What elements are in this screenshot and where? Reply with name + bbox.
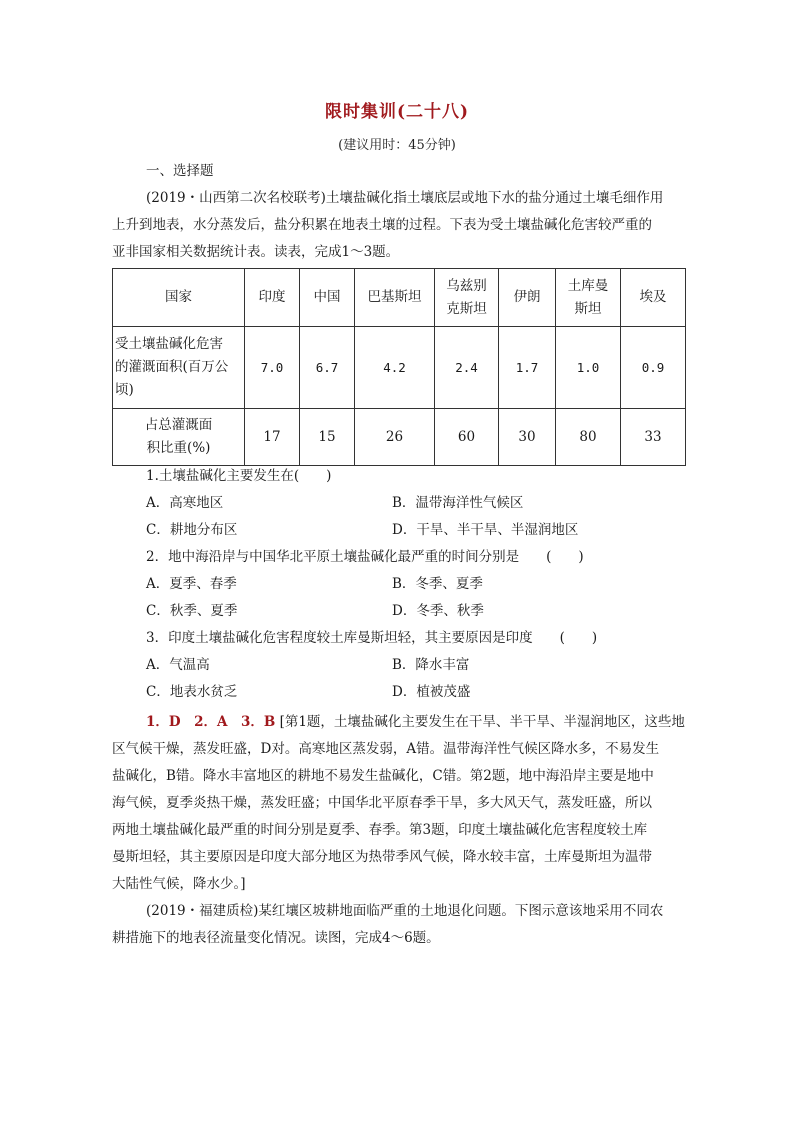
answer-line-7: 大陆性气候，降水少。] xyxy=(112,876,246,892)
section-heading: 一、选择题 xyxy=(146,163,214,179)
country-cell: 中国 xyxy=(300,269,355,327)
intro1-line-2: 上升到地表，水分蒸发后，盐分积累在地表土壤的过程。下表为受土壤盐碱化危害较严重的 xyxy=(112,217,652,233)
answer-line-5: 两地土壤盐碱化最严重的时间分别是夏季、春季。第3题，印度土壤盐碱化危害程度较土库 xyxy=(112,822,648,838)
question-3-stem: 3．印度土壤盐碱化危害程度较土库曼斯坦轻，其主要原因是印度 ( ) xyxy=(146,630,598,646)
question-2-option-d: D．冬季、秋季 xyxy=(392,603,484,619)
country-cell: 印度 xyxy=(245,269,300,327)
table-cell: 15 xyxy=(300,409,355,466)
question-3-option-b: B．降水丰富 xyxy=(392,657,470,673)
question-2-option-a: A．夏季、春季 xyxy=(146,576,237,592)
table-header-row xyxy=(113,269,686,327)
intro2-line-2: 耕措施下的地表径流量变化情况。读图，完成4～6题。 xyxy=(112,930,440,946)
table-cell: 1.0 xyxy=(556,327,621,409)
answer-line-1: [第1题，土壤盐碱化主要发生在干旱、半干旱、半湿润地区，这些地 xyxy=(279,714,685,730)
answer-line-4: 海气候，夏季炎热干燥，蒸发旺盛；中国华北平原春季干旱，多大风天气，蒸发旺盛，所以 xyxy=(112,795,652,811)
data-table xyxy=(112,268,686,466)
table-cell: 33 xyxy=(621,409,686,466)
table-cell: 2.4 xyxy=(435,327,499,409)
table-cell: 7.0 xyxy=(245,327,300,409)
table-cell: 4.2 xyxy=(355,327,435,409)
table-cell: 0.9 xyxy=(621,327,686,409)
answer-first-line xyxy=(146,712,685,732)
question-1-option-b: B．温带海洋性气候区 xyxy=(392,495,524,511)
row-label-affected-area: 受土壤盐碱化危害 的灌溉面积(百万公 顷) xyxy=(113,327,245,409)
country-cell: 埃及 xyxy=(621,269,686,327)
page-title: 限时集训(二十八) xyxy=(324,102,470,122)
question-3-option-d: D．植被茂盛 xyxy=(392,684,471,700)
table-row xyxy=(113,409,686,466)
table-cell: 30 xyxy=(499,409,556,466)
suggested-time: (建议用时：45分钟) xyxy=(338,138,456,153)
intro1-line-3: 亚非国家相关数据统计表。读表，完成1～3题。 xyxy=(112,244,400,260)
table-cell: 1.7 xyxy=(499,327,556,409)
table-cell: 80 xyxy=(556,409,621,466)
question-1-option-c: C．耕地分布区 xyxy=(146,522,238,538)
answer-key: 1．D 2．A 3．B xyxy=(146,714,276,730)
question-1-option-a: A．高寒地区 xyxy=(146,495,224,511)
answer-line-3: 盐碱化，B错。降水丰富地区的耕地不易发生盐碱化，C错。第2题，地中海沿岸主要是地中 xyxy=(112,768,654,784)
table-header-label: 国家 xyxy=(113,269,245,327)
answer-line-6: 曼斯坦轻，其主要原因是印度大部分地区为热带季风气候，降水较丰富，土库曼斯坦为温带 xyxy=(112,849,652,865)
question-1-option-d: D．干旱、半干旱、半湿润地区 xyxy=(392,522,579,538)
question-2-option-b: B．冬季、夏季 xyxy=(392,576,483,592)
table-cell: 26 xyxy=(355,409,435,466)
country-cell: 伊朗 xyxy=(499,269,556,327)
country-cell: 土库曼 斯坦 xyxy=(556,269,621,327)
question-3-option-c: C．地表水贫乏 xyxy=(146,684,238,700)
table-cell: 6.7 xyxy=(300,327,355,409)
question-3-option-a: A．气温高 xyxy=(146,657,210,673)
country-cell: 巴基斯坦 xyxy=(355,269,435,327)
question-2-option-c: C．秋季、夏季 xyxy=(146,603,238,619)
table-cell: 60 xyxy=(435,409,499,466)
row-label-percentage: 占总灌溉面 积比重(%) xyxy=(113,409,245,466)
answer-line-2: 区气候干燥，蒸发旺盛，D对。高寒地区蒸发弱，A错。温带海洋性气候区降水多，不易发生 xyxy=(112,741,660,757)
question-1-stem: 1.土壤盐碱化主要发生在( ) xyxy=(146,468,332,484)
intro2-line-1: (2019・福建质检)某红壤区坡耕地面临严重的土地退化问题。下图示意该地采用不同农 xyxy=(146,903,664,919)
intro1-line-1: (2019・山西第二次名校联考)土壤盐碱化指土壤底层或地下水的盐分通过土壤毛细作用 xyxy=(146,190,664,206)
country-cell: 乌兹别 克斯坦 xyxy=(435,269,499,327)
table-cell: 17 xyxy=(245,409,300,466)
question-2-stem: 2．地中海沿岸与中国华北平原土壤盐碱化最严重的时间分别是 ( ) xyxy=(146,549,584,565)
table-row xyxy=(113,327,686,409)
